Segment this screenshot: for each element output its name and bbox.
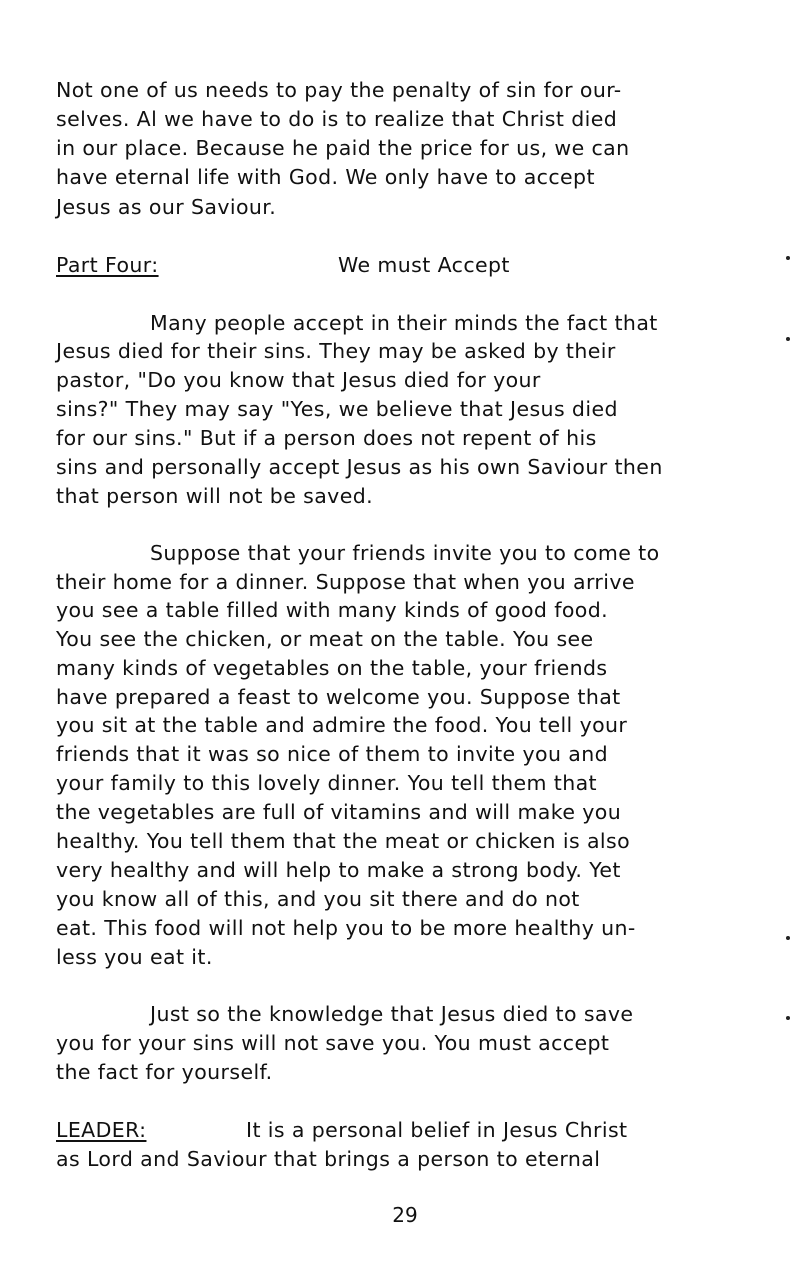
leader-first-line: It is a personal belief in Jesus Christ	[246, 1118, 628, 1142]
leader-second-line: as Lord and Saviour that brings a person to eternal	[56, 1147, 601, 1171]
scan-speck	[786, 337, 790, 341]
paragraph-4-line: you for your sins will not save you. You must accept	[56, 1031, 610, 1055]
paragraph-1-line: have eternal life with God. We only have to accept	[56, 165, 595, 189]
paragraph-3-line: you sit at the table and admire the food. You tell your	[56, 713, 628, 737]
paragraph-2-line: Many people accept in their minds the fact that	[150, 311, 658, 335]
paragraph-2-line: for our sins." But if a person does not repent of his	[56, 426, 597, 450]
paragraph-3-line: their home for a dinner. Suppose that when you arrive	[56, 570, 635, 594]
paragraph-2-line: pastor, "Do you know that Jesus died for your	[56, 368, 541, 392]
paragraph-3-line: many kinds of vegetables on the table, your friends	[56, 656, 608, 680]
page-number: 29	[392, 1203, 418, 1227]
paragraph-4-line: Just so the knowledge that Jesus died to save	[150, 1002, 634, 1026]
paragraph-3-line: you see a table filled with many kinds of good food.	[56, 598, 609, 622]
scan-speck	[786, 1016, 790, 1020]
paragraph-1-line: Not one of us needs to pay the penalty of sin for our-	[56, 78, 622, 102]
paragraph-3-line: your family to this lovely dinner. You tell them that	[56, 771, 597, 795]
paragraph-1-line: in our place. Because he paid the price for us, we can	[56, 136, 630, 160]
paragraph-3-line: you know all of this, and you sit there and do not	[56, 887, 580, 911]
paragraph-3-line: Suppose that your friends invite you to come to	[150, 541, 660, 565]
part-four-title: We must Accept	[338, 253, 510, 277]
paragraph-2-line: sins?" They may say "Yes, we believe that Jesus died	[56, 397, 618, 421]
paragraph-1-line: Jesus as our Saviour.	[56, 195, 277, 219]
paragraph-3-line: healthy. You tell them that the meat or chicken is also	[56, 829, 631, 853]
part-four-label: Part Four:	[56, 253, 159, 277]
leader-label: LEADER:	[56, 1118, 147, 1142]
paragraph-3-line: less you eat it.	[56, 945, 213, 969]
paragraph-3-line: friends that it was so nice of them to invite you and	[56, 742, 609, 766]
scan-speck	[786, 936, 790, 940]
paragraph-3-line: eat. This food will not help you to be more healthy un-	[56, 916, 636, 940]
paragraph-4-line: the fact for yourself.	[56, 1060, 273, 1084]
scan-speck	[786, 256, 790, 260]
paragraph-3-line: have prepared a feast to welcome you. Suppose that	[56, 685, 621, 709]
paragraph-3-line: the vegetables are full of vitamins and will make you	[56, 800, 622, 824]
paragraph-2-line: Jesus died for their sins. They may be asked by their	[56, 339, 616, 363]
paragraph-1-line: selves. Al we have to do is to realize that Christ died	[56, 107, 618, 131]
paragraph-2-line: that person will not be saved.	[56, 484, 374, 508]
paragraph-3-line: You see the chicken, or meat on the table. You see	[56, 627, 594, 651]
paragraph-2-line: sins and personally accept Jesus as his own Saviour then	[56, 455, 663, 479]
paragraph-3-line: very healthy and will help to make a strong body. Yet	[56, 858, 621, 882]
